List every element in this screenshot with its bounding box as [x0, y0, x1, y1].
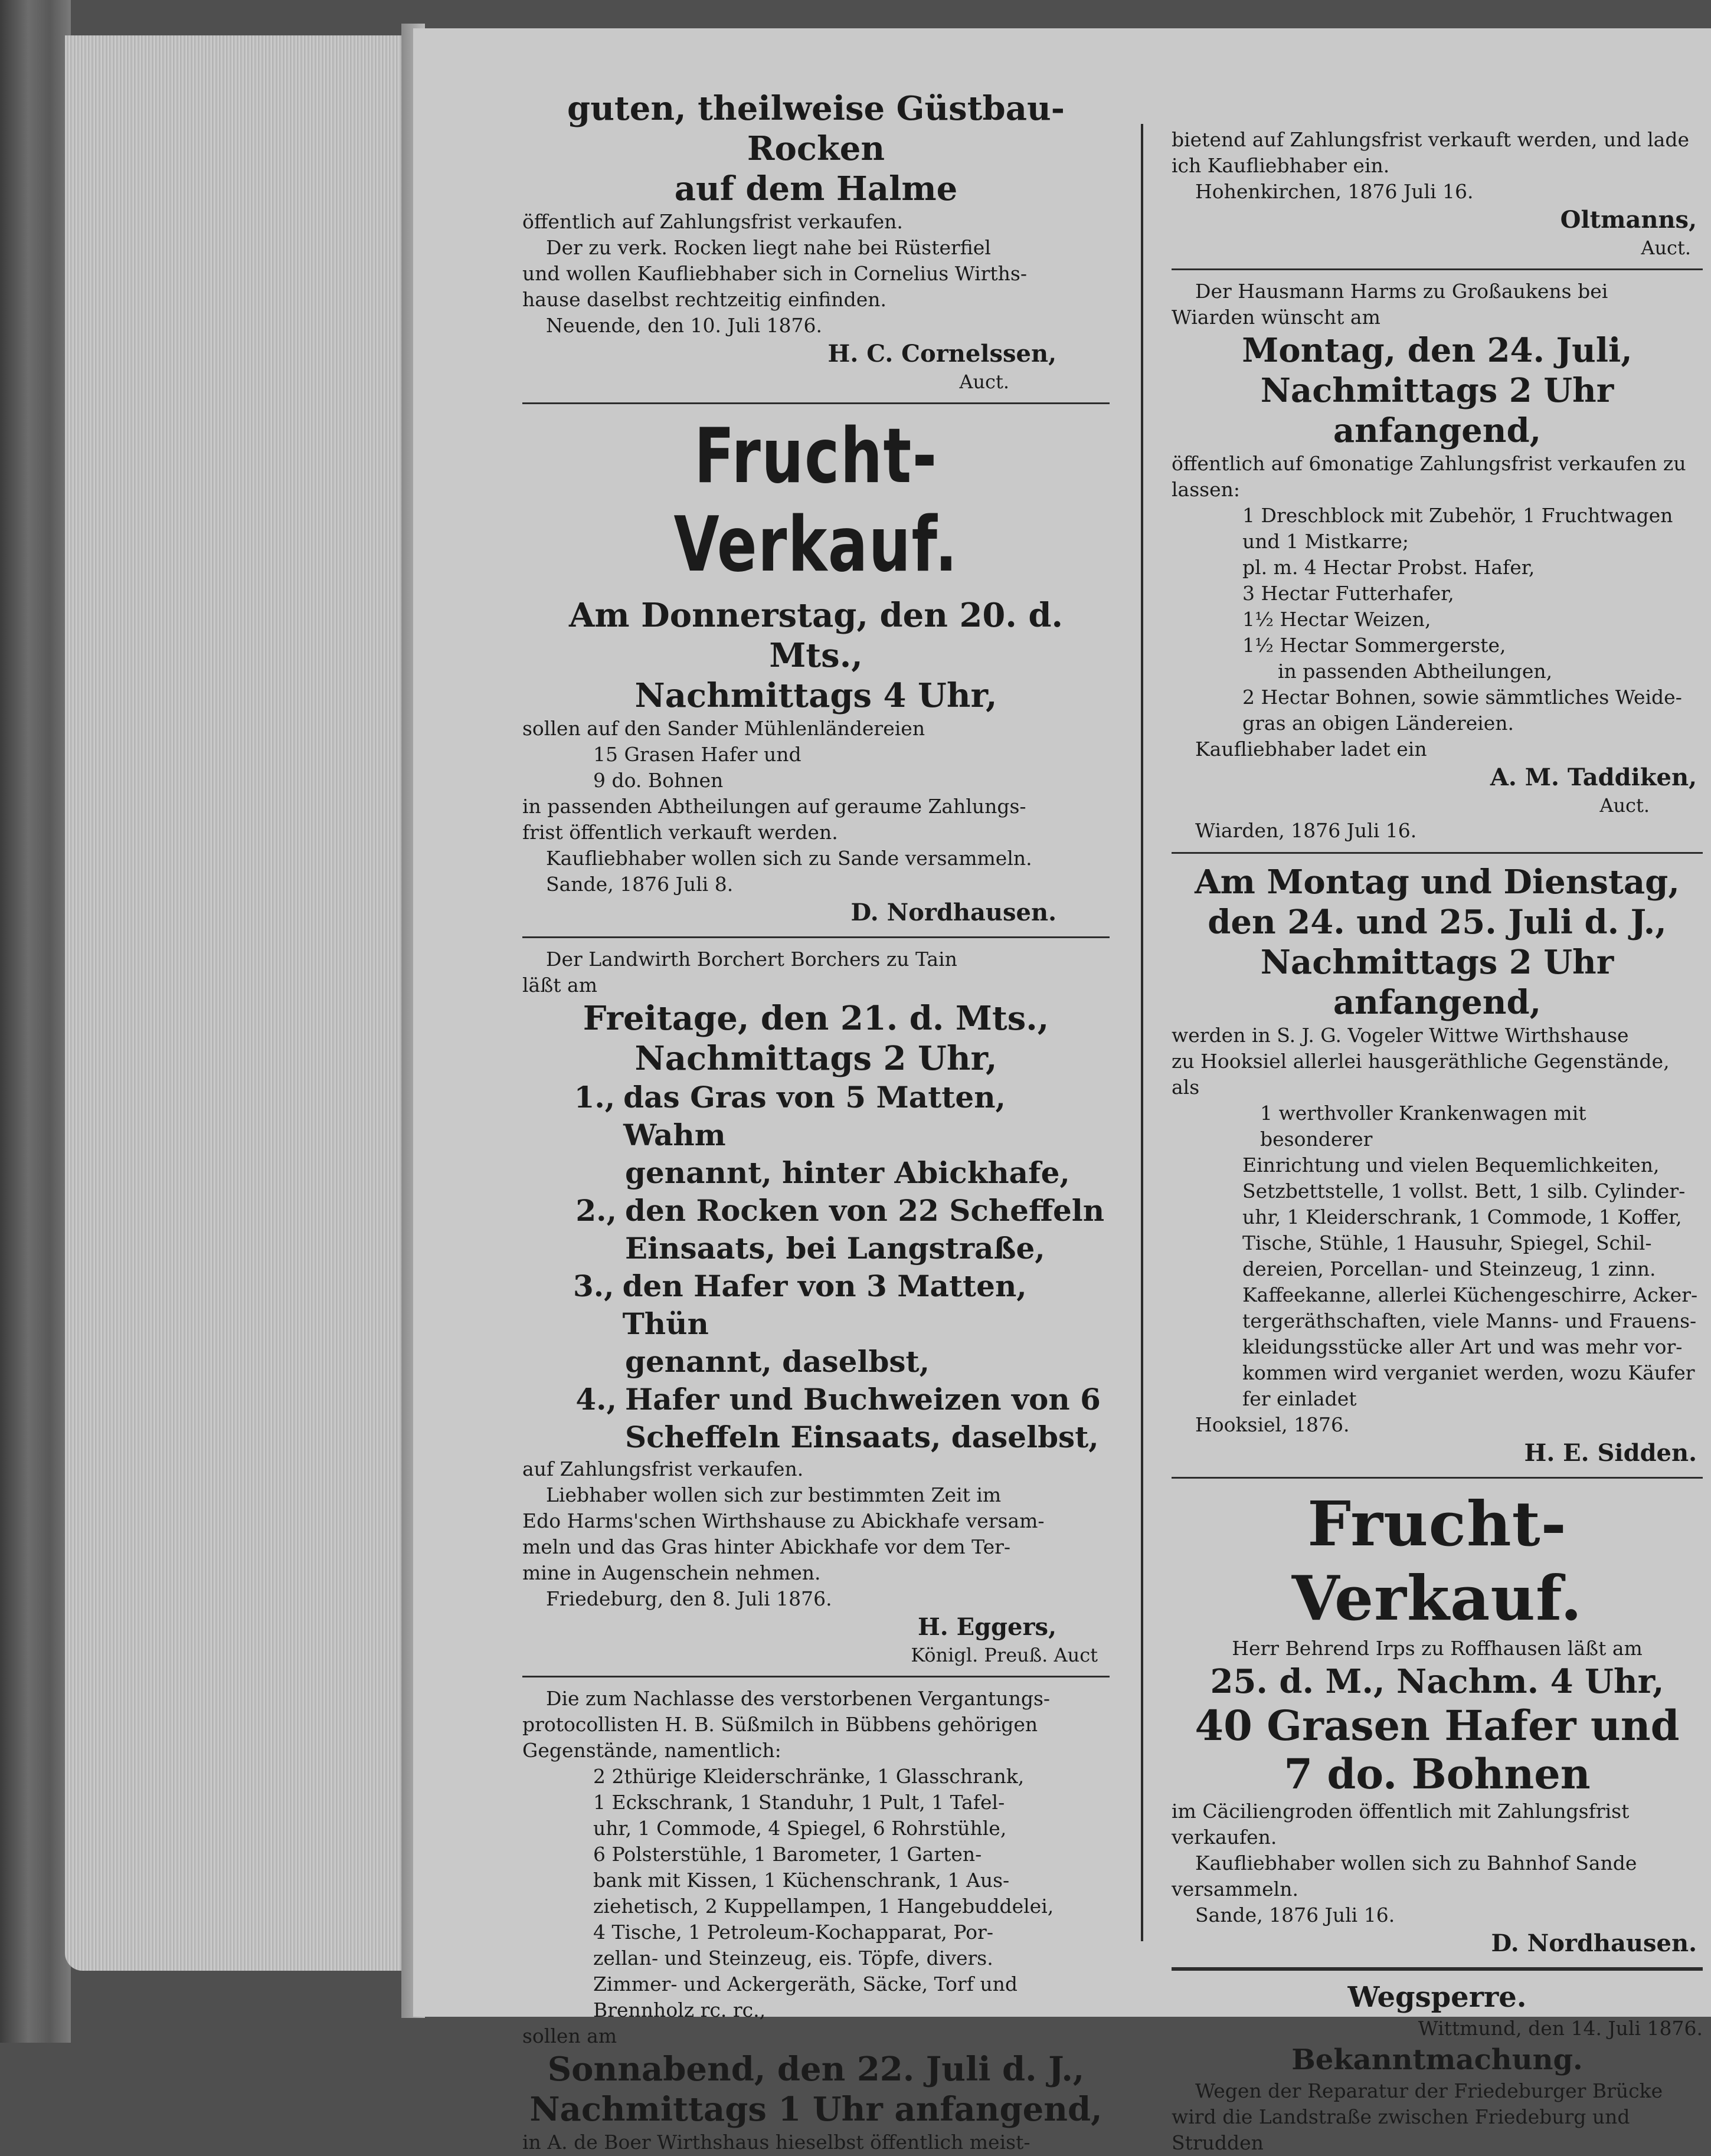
notice-item: 40 Grasen Hafer und [1195, 1701, 1680, 1750]
item-text: genannt, hinter Abickhafe, [625, 1155, 1070, 1190]
notice-place: Friedeburg, den 8. Juli 1876. [546, 1587, 832, 1610]
item-text: Einsaats, bei Langstraße, [625, 1231, 1045, 1266]
notice-time: Nachmittags 2 Uhr, [634, 1039, 997, 1078]
notice-text: läßt am [522, 974, 597, 997]
notice-place: Hooksiel, 1876. [1195, 1413, 1350, 1436]
notice-text: ich Kaufliebhaber ein. [1172, 154, 1390, 177]
list-item: ziehetisch, 2 Kuppellampen, 1 Hangebuddelei, [593, 1895, 1054, 1918]
wegsperre-notice [1172, 1979, 1703, 2156]
list-item: 4 Tische, 1 Petroleum-Kochapparat, Por- [593, 1921, 993, 1944]
section-rule [1172, 1477, 1703, 1479]
section-rule [522, 936, 1110, 938]
wegsperre-subtitle: Bekanntmachung. [1291, 2043, 1583, 2076]
item-number [522, 1418, 625, 1456]
item-number [522, 1343, 625, 1381]
notice-text: in passenden Abtheilungen auf geraume Zahlungs- [522, 795, 1026, 818]
notice-role: Königl. Preuß. Auct [911, 1644, 1098, 1666]
notice-text: zu Hooksiel allerlei hausgeräthliche Gegenstände, als [1172, 1050, 1670, 1099]
notice-text: hause daselbst rechtzeitig einfinden. [522, 288, 886, 311]
notice-item: 7 do. Bohnen [1284, 1749, 1591, 1798]
notice-time: Nachmittags 4 Uhr, [634, 676, 997, 715]
item-number: 3., [572, 1269, 614, 1303]
list-item: pl. m. 4 Hectar Probst. Hafer, [1242, 556, 1535, 579]
notice-text: sollen am [522, 2024, 617, 2047]
list-item: 1 werthvoller Krankenwagen mit besonderer [1260, 1102, 1586, 1151]
list-item: 1½ Hectar Weizen, [1242, 608, 1431, 631]
book-spine [0, 0, 71, 2043]
notice-text: Die zum Nachlasse des verstorbenen Vergantungs- [546, 1687, 1051, 1710]
nachlass-notice [522, 1686, 1110, 2155]
list-item [522, 1079, 1110, 1154]
list-item: kommen wird verganiet werden, wozu Käufer [1242, 1361, 1695, 1384]
fruchtverkauf-title: Frucht-Verkauf. [673, 412, 958, 589]
list-item: fer einladet [1242, 1387, 1357, 1410]
notice-text: in A. de Boer Wirthshaus hieselbst öffentlich meist- [522, 2131, 1030, 2154]
list-item: zellan- und Steinzeug, eis. Töpfe, divers. [593, 1947, 993, 1970]
list-item: Tische, Stühle, 1 Hausuhr, Spiegel, Schil- [1242, 1231, 1652, 1254]
section-rule [522, 402, 1110, 404]
notice-text: frist öffentlich verkauft werden. [522, 821, 838, 844]
item-number: 2., [575, 1193, 617, 1228]
notice-text: und wollen Kaufliebhaber sich in Cornelius Wirths- [522, 262, 1028, 285]
notice-date: 25. d. M., Nachm. 4 Uhr, [1210, 1662, 1664, 1701]
notice-text: Herr Behrend Irps zu Roffhausen läßt am [1232, 1637, 1643, 1660]
notice-date: Montag, den 24. Juli, [1242, 331, 1633, 370]
notice-text: Der Landwirth Borchert Borchers zu Tain [546, 948, 957, 971]
list-item: Zimmer- und Ackergeräth, Säcke, Torf und [593, 1972, 1018, 1996]
notice-role: Auct. [959, 371, 1009, 393]
notice-text: öffentlich auf 6monatige Zahlungsfrist verkaufen zu [1172, 452, 1686, 475]
notice-text: mine in Augenschein nehmen. [522, 1561, 821, 1584]
wegsperre-title: Wegsperre. [1347, 1981, 1527, 2014]
list-item: 1 Dreschblock mit Zubehör, 1 Fruchtwagen [1242, 504, 1673, 527]
section-rule [1172, 268, 1703, 270]
item-text: genannt, daselbst, [625, 1344, 930, 1379]
notice-text: meln und das Gras hinter Abickhafe vor dem Ter- [522, 1535, 1011, 1558]
notice-text: Kaufliebhaber wollen sich zu Sande versammeln. [546, 847, 1032, 870]
list-item [522, 1230, 1110, 1267]
notice-text: Kaufliebhaber ladet ein [1195, 738, 1427, 761]
section-rule [522, 1676, 1110, 1677]
page-edges [65, 35, 407, 1971]
notice-time: Nachmittags 2 Uhr anfangend, [1260, 943, 1614, 1022]
item-text: Hafer und Buchweizen von 6 [625, 1382, 1101, 1417]
list-item: Einrichtung und vielen Bequemlichkeiten, [1242, 1154, 1660, 1177]
notice-text: Wiarden wünscht am [1172, 306, 1380, 329]
list-item [522, 1267, 1110, 1343]
notice-text: Edo Harms'schen Wirthshause zu Abickhafe versam- [522, 1509, 1045, 1532]
list-item [522, 1418, 1110, 1456]
notice-item: 15 Grasen Hafer und [593, 743, 801, 766]
notice-date: den 24. und 25. Juli d. J., [1208, 903, 1667, 942]
section-rule [1172, 1967, 1703, 1971]
notice-text: Kaufliebhaber wollen sich zu Bahnhof Sande [1195, 1852, 1637, 1875]
notice-place: Hohenkirchen, 1876 Juli 16. [1195, 180, 1474, 203]
notice-headline: guten, theilweise Güstbau-Rocken [567, 89, 1065, 168]
notice-text: im Cäciliengroden öffentlich mit Zahlungsfrist verkaufen. [1172, 1800, 1630, 1849]
notice-headline: auf dem Halme [674, 169, 958, 208]
item-number: 4., [575, 1382, 617, 1417]
list-item [522, 1192, 1110, 1230]
list-item [522, 1343, 1110, 1381]
notice-text: lassen: [1172, 478, 1240, 501]
rocken-notice [522, 89, 1110, 394]
item-text: Scheffeln Einsaats, daselbst, [625, 1420, 1099, 1454]
notice-text: sollen auf den Sander Mühlenländereien [522, 717, 925, 740]
notice-text: Gegenstände, namentlich: [522, 1739, 781, 1762]
item-text: den Rocken von 22 Scheffeln [625, 1193, 1105, 1228]
notice-place: Wittmund, den 14. Juli 1876. [1418, 2017, 1703, 2040]
item-number: 1., [574, 1080, 616, 1115]
notice-time: Nachmittags 2 Uhr anfangend, [1260, 371, 1614, 450]
notice-date: Am Montag und Dienstag, [1195, 863, 1680, 902]
item-text: das Gras von 5 Matten, Wahm [623, 1080, 1006, 1152]
list-item: 1 Eckschrank, 1 Standuhr, 1 Pult, 1 Tafel- [593, 1791, 1005, 1814]
list-item [522, 1154, 1110, 1192]
list-item: Brennholz rc. rc., [593, 1998, 766, 2021]
right-column [1172, 127, 1703, 2156]
section-rule [1172, 852, 1703, 854]
left-column [522, 89, 1110, 2155]
notice-time: Nachmittags 1 Uhr anfangend, [529, 2090, 1103, 2129]
notice-signature: D. Nordhausen. [850, 899, 1056, 926]
list-item [522, 1381, 1110, 1418]
notice-signature: H. E. Sidden. [1524, 1439, 1697, 1467]
list-item: 6 Polsterstühle, 1 Barometer, 1 Garten- [593, 1843, 982, 1866]
notice-text: bietend auf Zahlungsfrist verkauft werden, und lade [1172, 128, 1689, 151]
borchers-notice [522, 946, 1110, 1667]
list-item: gras an obigen Ländereien. [1242, 712, 1514, 735]
notice-item: 9 do. Bohnen [593, 769, 724, 792]
notice-text: öffentlich auf Zahlungsfrist verkaufen. [522, 210, 903, 233]
list-item: uhr, 1 Kleiderschrank, 1 Commode, 1 Koffer, [1242, 1205, 1682, 1228]
fruchtverkauf-title: Frucht-Verkauf. [1291, 1487, 1583, 1634]
list-item: in passenden Abtheilungen, [1278, 660, 1553, 683]
fruchtverkauf-notice [522, 412, 1110, 928]
notice-text: versammeln. [1172, 1878, 1298, 1901]
notice-date: Freitage, den 21. d. Mts., [583, 999, 1049, 1038]
vogeler-notice [1172, 862, 1703, 1469]
notice-text: werden in S. J. G. Vogeler Wittwe Wirthshause [1172, 1024, 1629, 1047]
item-number [522, 1230, 625, 1267]
notice-text: protocollisten H. B. Süßmilch in Bübbens gehörigen [522, 1713, 1038, 1736]
notice-signature: H. C. Cornelssen, [827, 340, 1056, 368]
notice-date: Sonnabend, den 22. Juli d. J., [547, 2050, 1085, 2089]
notice-text: Der zu verk. Rocken liegt nahe bei Rüsterfiel [546, 236, 991, 259]
list-item: 1½ Hectar Sommergerste, [1242, 634, 1506, 657]
notice-signature: A. M. Taddiken, [1490, 764, 1697, 791]
list-item: Kaffeekanne, allerlei Küchengeschirre, Acker- [1242, 1283, 1698, 1306]
harms-notice [1172, 278, 1703, 844]
notice-date: Am Donnerstag, den 20. d. Mts., [568, 596, 1064, 675]
item-text: den Hafer von 3 Matten, Thün [622, 1269, 1027, 1341]
list-item: 2 2thürige Kleiderschränke, 1 Glasschrank, [593, 1765, 1025, 1788]
list-item: und 1 Mistkarre; [1242, 530, 1409, 553]
notice-text: Liebhaber wollen sich zur bestimmten Zeit im [546, 1483, 1002, 1506]
list-item: Setzbettstelle, 1 vollst. Bett, 1 silb. Cylinder- [1242, 1179, 1686, 1202]
notice-text: Der Hausmann Harms zu Großaukens bei [1195, 280, 1608, 303]
notice-role: Auct. [1641, 237, 1691, 259]
list-item: 2 Hectar Bohnen, sowie sämmtliches Weide- [1242, 686, 1682, 709]
list-item: bank mit Kissen, 1 Küchenschrank, 1 Aus- [593, 1869, 1010, 1892]
list-item: 3 Hectar Futterhafer, [1242, 582, 1454, 605]
notice-text: wird die Landstraße zwischen Friedeburg und Strudden [1172, 2105, 1630, 2154]
notice-text: Wegen der Reparatur der Friedeburger Brücke [1195, 2079, 1663, 2102]
notice-place: Sande, 1876 Juli 16. [1195, 1903, 1395, 1926]
item-number [522, 1154, 625, 1192]
notice-place: Sande, 1876 Juli 8. [546, 873, 734, 896]
notice-signature: D. Nordhausen. [1491, 1929, 1697, 1957]
notice-role: Auct. [1599, 794, 1650, 817]
list-item: kleidungsstücke aller Art und was mehr vor- [1242, 1335, 1683, 1358]
fruchtverkauf2-notice [1172, 1487, 1703, 1959]
list-item: dereien, Porcellan- und Steinzeug, 1 zinn. [1242, 1257, 1656, 1280]
notice-signature: Oltmanns, [1560, 206, 1697, 234]
oltmanns-notice [1172, 127, 1703, 260]
notice-place: Neuende, den 10. Juli 1876. [546, 314, 822, 337]
column-divider [1141, 124, 1143, 1941]
notice-signature: H. Eggers, [917, 1613, 1056, 1641]
notice-text: auf Zahlungsfrist verkaufen. [522, 1457, 804, 1480]
list-item: tergeräthschaften, viele Manns- und Frauens- [1242, 1309, 1697, 1332]
notice-place: Wiarden, 1876 Juli 16. [1195, 819, 1417, 842]
list-item: uhr, 1 Commode, 4 Spiegel, 6 Rohrstühle, [593, 1817, 1007, 1840]
